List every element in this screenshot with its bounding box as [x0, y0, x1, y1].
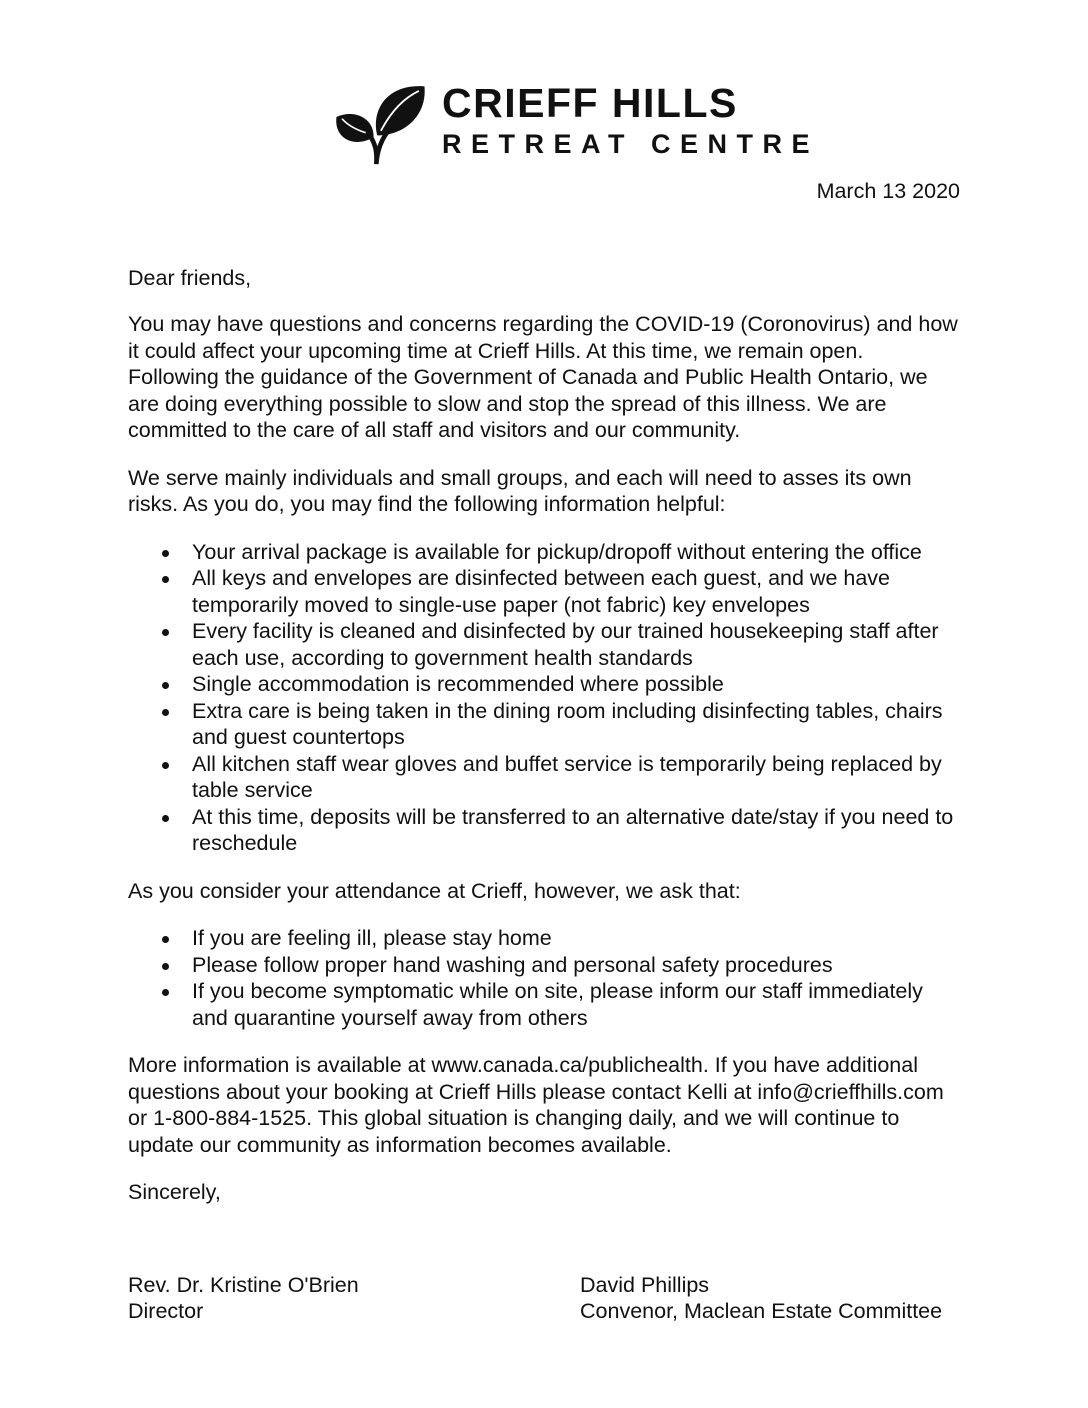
precautions-list — [128, 539, 960, 857]
letter-date: March 13 2020 — [816, 179, 960, 203]
paragraph-more-info: More information is available at www.canada.ca/publichealth. If you have additional questions about your booking at Crieff Hills please contact Kelli at info@crieffhills.com or 1-800-884-1525. This global situation is changing daily, and we will continue to update our community as information becomes available. — [128, 1053, 944, 1157]
signer-title: Director — [128, 1299, 204, 1323]
list-item: Single accommodation is recommended where possible — [192, 671, 960, 698]
list-item: If you become symptomatic while on site, please inform our staff immediately and quarantine yourself away from others — [192, 978, 960, 1031]
signer-title: Convenor, Maclean Estate Committee — [580, 1299, 943, 1323]
list-item: All kitchen staff wear gloves and buffet service is temporarily being replaced by table service — [192, 751, 960, 804]
list-item: Please follow proper hand washing and personal safety procedures — [192, 952, 960, 979]
list-item: Every facility is cleaned and disinfected by our trained housekeeping staff after each use, according to government health standards — [192, 618, 960, 671]
list-item: Your arrival package is available for pickup/dropoff without entering the office — [192, 539, 960, 566]
paragraph-intro: You may have questions and concerns regarding the COVID-19 (Coronovirus) and how it could affect your upcoming time at Crieff Hills. At this time, we remain open. Following the guidance of the Government of Canada and Public Health Ontario, we are doing everything possible to slow and stop the spread of this illness. We are committed to the care of all staff and visitors and our community. — [128, 312, 958, 442]
signer-name: David Phillips — [580, 1272, 710, 1297]
letter-body — [128, 265, 960, 1325]
list-item: If you are feeling ill, please stay home — [192, 925, 960, 952]
signature-right — [580, 1272, 960, 1325]
list-item: At this time, deposits will be transferred to an alternative date/stay if you need to reschedule — [192, 804, 960, 857]
letterhead-text — [442, 78, 819, 159]
signature-block — [128, 1272, 960, 1325]
sprout-leaves-icon — [328, 78, 432, 166]
letterhead — [328, 78, 960, 166]
salutation: Dear friends, — [128, 265, 252, 290]
org-subtitle: RETREAT CENTRE — [442, 129, 820, 159]
list-item: Extra care is being taken in the dining room including disinfecting tables, chairs and guest countertops — [192, 698, 960, 751]
requests-list — [128, 925, 960, 1031]
closing: Sincerely, — [128, 1180, 221, 1204]
paragraph-attendance: As you consider your attendance at Crieff, however, we ask that: — [128, 878, 741, 903]
signature-left — [128, 1272, 580, 1325]
signer-name: Rev. Dr. Kristine O'Brien — [128, 1272, 359, 1297]
paragraph-serve: We serve mainly individuals and small groups, and each will need to asses its own risks. As you do, you may find the following information helpful: — [128, 465, 912, 516]
list-item: All keys and envelopes are disinfected between each guest, and we have temporarily moved to single-use paper (not fabric) key envelopes — [192, 565, 960, 618]
org-name: CRIEFF HILLS — [442, 80, 738, 126]
